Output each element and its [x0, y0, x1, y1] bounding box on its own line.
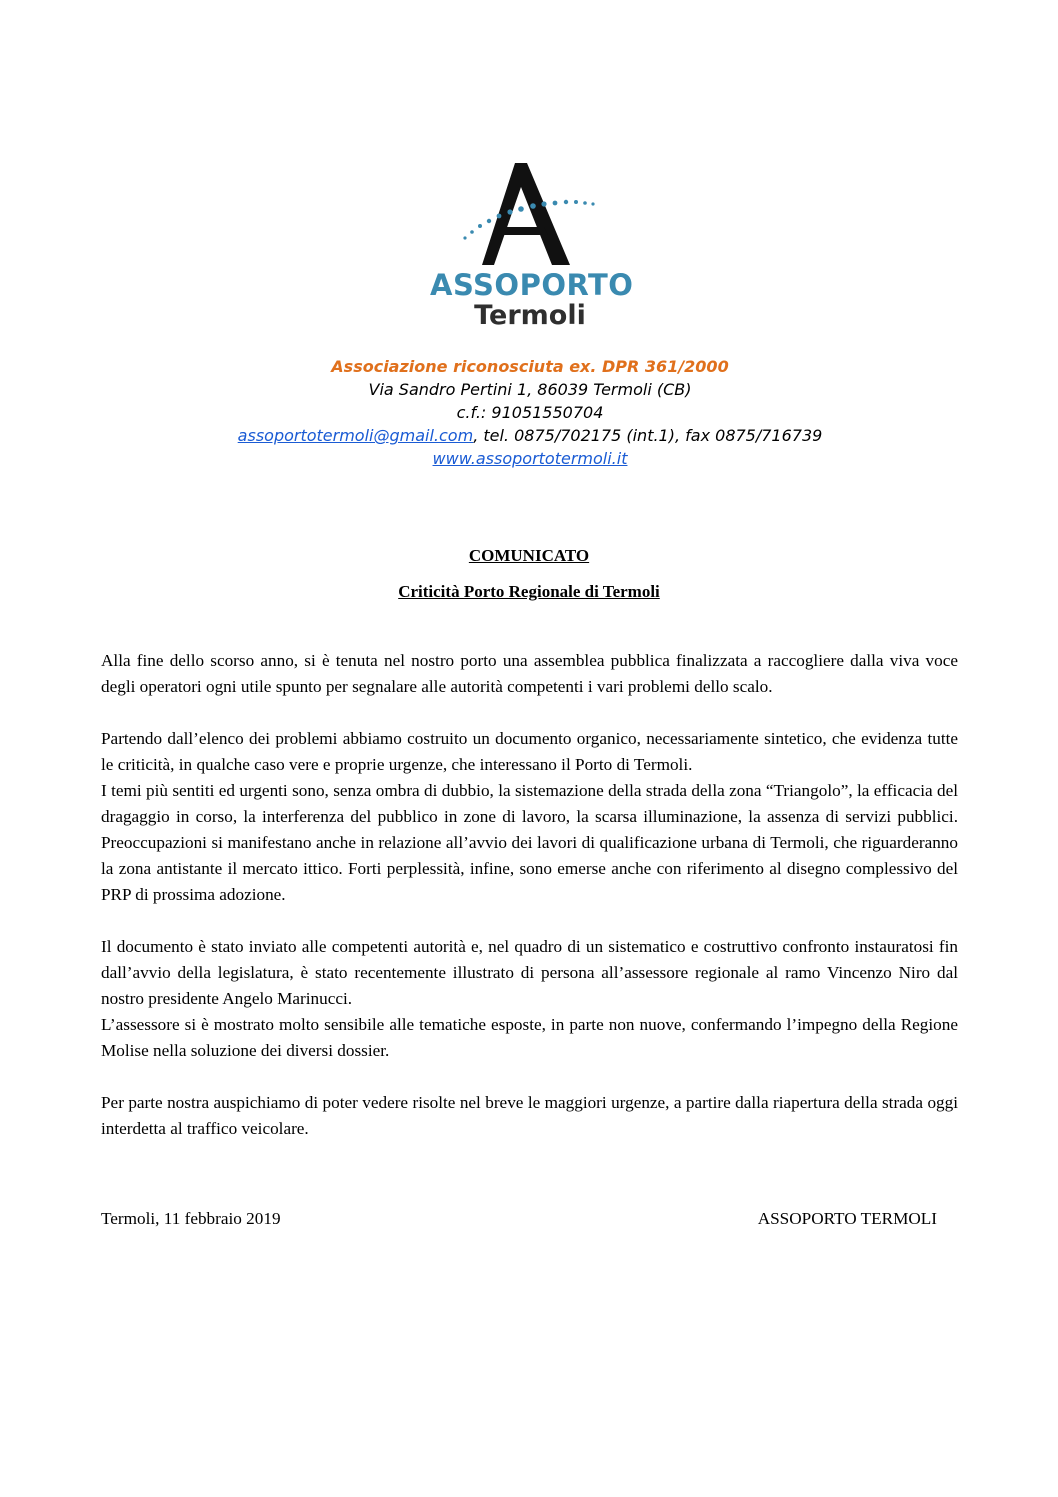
signature: ASSOPORTO TERMOLI [757, 1209, 937, 1228]
paragraph-3: I temi più sentiti ed urgenti sono, senza ombra di dubbio, la sistemazione della strada della zona “Triangolo”, la efficacia del dragaggio in corso, la interferenza del pubblico in zone di lavoro, la scarsa illuminazione, la assenza di servizi pubblici. Preoccupazioni si manifestano anche in relazione all’avvio dei lavori di qualificazione urbana di Termoli, che riguarderanno la zona antistante il mercato ittico. Forti perplessità, infine, sono emerse anche con riferimento al disegno complessivo del PRP di prossima adozione. [101, 781, 958, 904]
letterhead [150, 355, 910, 470]
logo-subname: Termoli [474, 300, 586, 331]
paragraph-2: Partendo dall’elenco dei problemi abbiamo costruito un documento organico, necessariamente sintetico, che evidenza tutte le criticità, in qualche caso vere e proprie urgenze, che interessano il Porto di Termoli. [101, 729, 958, 774]
logo-name: ASSOPORTO [430, 268, 634, 302]
page-subtitle: Criticità Porto Regionale di Termoli [398, 582, 660, 601]
email-link[interactable]: assoportotermoli@gmail.com [237, 426, 474, 445]
website-link[interactable]: www.assoportotermoli.it [432, 449, 628, 468]
body [101, 648, 958, 1142]
page-title: COMUNICATO [468, 546, 590, 565]
fiscal-code: c.f.: 91051550704 [456, 403, 604, 422]
paragraph-6: Per parte nostra auspichiamo di poter vedere risolte nel breve le maggiori urgenze, a partire dalla riapertura della strada oggi interdetta al traffico veicolare. [101, 1093, 958, 1138]
address: Via Sandro Pertini 1, 86039 Termoli (CB) [368, 380, 692, 399]
website-line [150, 447, 910, 470]
paragraph-4: Il documento è stato inviato alle competenti autorità e, nel quadro di un sistematico e costruttivo confronto instauratosi fin dall’avvio della legislatura, è stato recentemente illustrato di persona all’assessore regionale al ramo Vincenzo Niro dal nostro presidente Angelo Marinucci. [101, 937, 958, 1008]
association-status: Associazione riconosciuta ex. DPR 361/2000 [331, 357, 729, 376]
titles [0, 545, 1058, 603]
paragraph-1: Alla fine dello scorso anno, si è tenuta nel nostro porto una assemblea pubblica finalizzata a raccogliere dalla viva voce degli operatori ogni utile spunto per segnalare alle autorità competenti i vari problemi dello scalo. [101, 651, 958, 696]
contacts-line [150, 424, 910, 447]
paragraph-5: L’assessore si è mostrato molto sensibile alle tematiche esposte, in parte non nuove, confermando l’impegno della Regione Molise nella soluzione dei diversi dossier. [101, 1015, 958, 1060]
phone-fax: , tel. 0875/702175 (int.1), fax 0875/716739 [473, 426, 823, 445]
date: Termoli, 11 febbraio 2019 [101, 1209, 281, 1228]
assoporto-a-logo-icon [420, 155, 640, 275]
